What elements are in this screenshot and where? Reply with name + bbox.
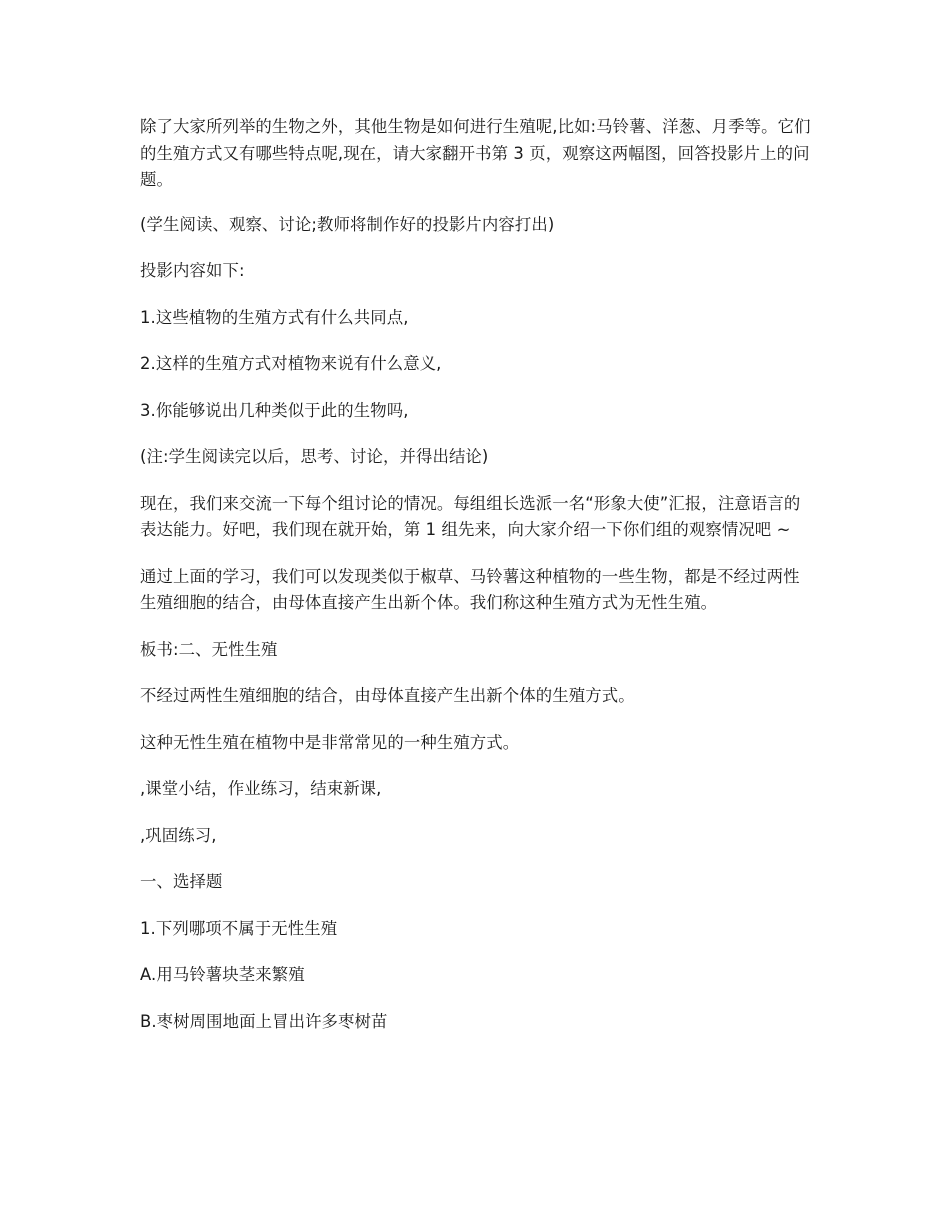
paragraph-intro: 除了大家所列举的生物之外，其他生物是如何进行生殖呢,比如:马铃薯、洋葱、月季等。它们的生殖方式又有哪些特点呢,现在，请大家翻开书第 3 页，观察这两幅图，回答投影片上的问题。 xyxy=(140,117,811,189)
paragraph-projection-heading: 投影内容如下: xyxy=(140,261,245,280)
paragraph-blackboard-heading: 板书:二、无性生殖 xyxy=(140,639,278,659)
paragraph-discussion: 现在，我们来交流一下每个组讨论的情况。每组组长选派一名“形象大使”汇报，注意语言的表达能力。好吧，我们现在就开始，第 1 组先来，向大家介绍一下你们组的观察情况吧 ~ xyxy=(140,493,801,539)
question-2: 2.这样的生殖方式对植物来说有什么意义, xyxy=(140,354,442,373)
paragraph-note: (注:学生阅读完以后，思考、讨论，并得出结论) xyxy=(140,447,489,466)
question-1: 1.这些植物的生殖方式有什么共同点, xyxy=(140,307,409,327)
paragraph-definition: 不经过两性生殖细胞的结合，由母体直接产生出新个体的生殖方式。 xyxy=(140,686,635,705)
paragraph-practice: ,巩固练习, xyxy=(140,825,217,845)
paragraph-common-in-plants: 这种无性生殖在植物中是非常常见的一种生殖方式。 xyxy=(140,732,520,752)
document-page xyxy=(140,114,812,1035)
exercise-question-1: 1.下列哪项不属于无性生殖 xyxy=(140,918,338,938)
paragraph-conclusion: 通过上面的学习，我们可以发现类似于椒草、马铃薯这种植物的一些生物，都是不经过两性生殖细胞的结合，由母体直接产生出新个体。我们称这种生殖方式为无性生殖。 xyxy=(140,566,800,612)
question-3: 3.你能够说出几种类似于此的生物吗, xyxy=(140,400,409,420)
section-heading-choice: 一、选择题 xyxy=(140,872,223,891)
option-a: A.用马铃薯块茎来繁殖 xyxy=(140,965,305,984)
option-b: B.枣树周围地面上冒出许多枣树苗 xyxy=(140,1011,388,1031)
paragraph-summary: ,课堂小结，作业练习，结束新课, xyxy=(140,779,382,798)
paragraph-student-activity: (学生阅读、观察、讨论;教师将制作好的投影片内容打出) xyxy=(140,214,555,234)
